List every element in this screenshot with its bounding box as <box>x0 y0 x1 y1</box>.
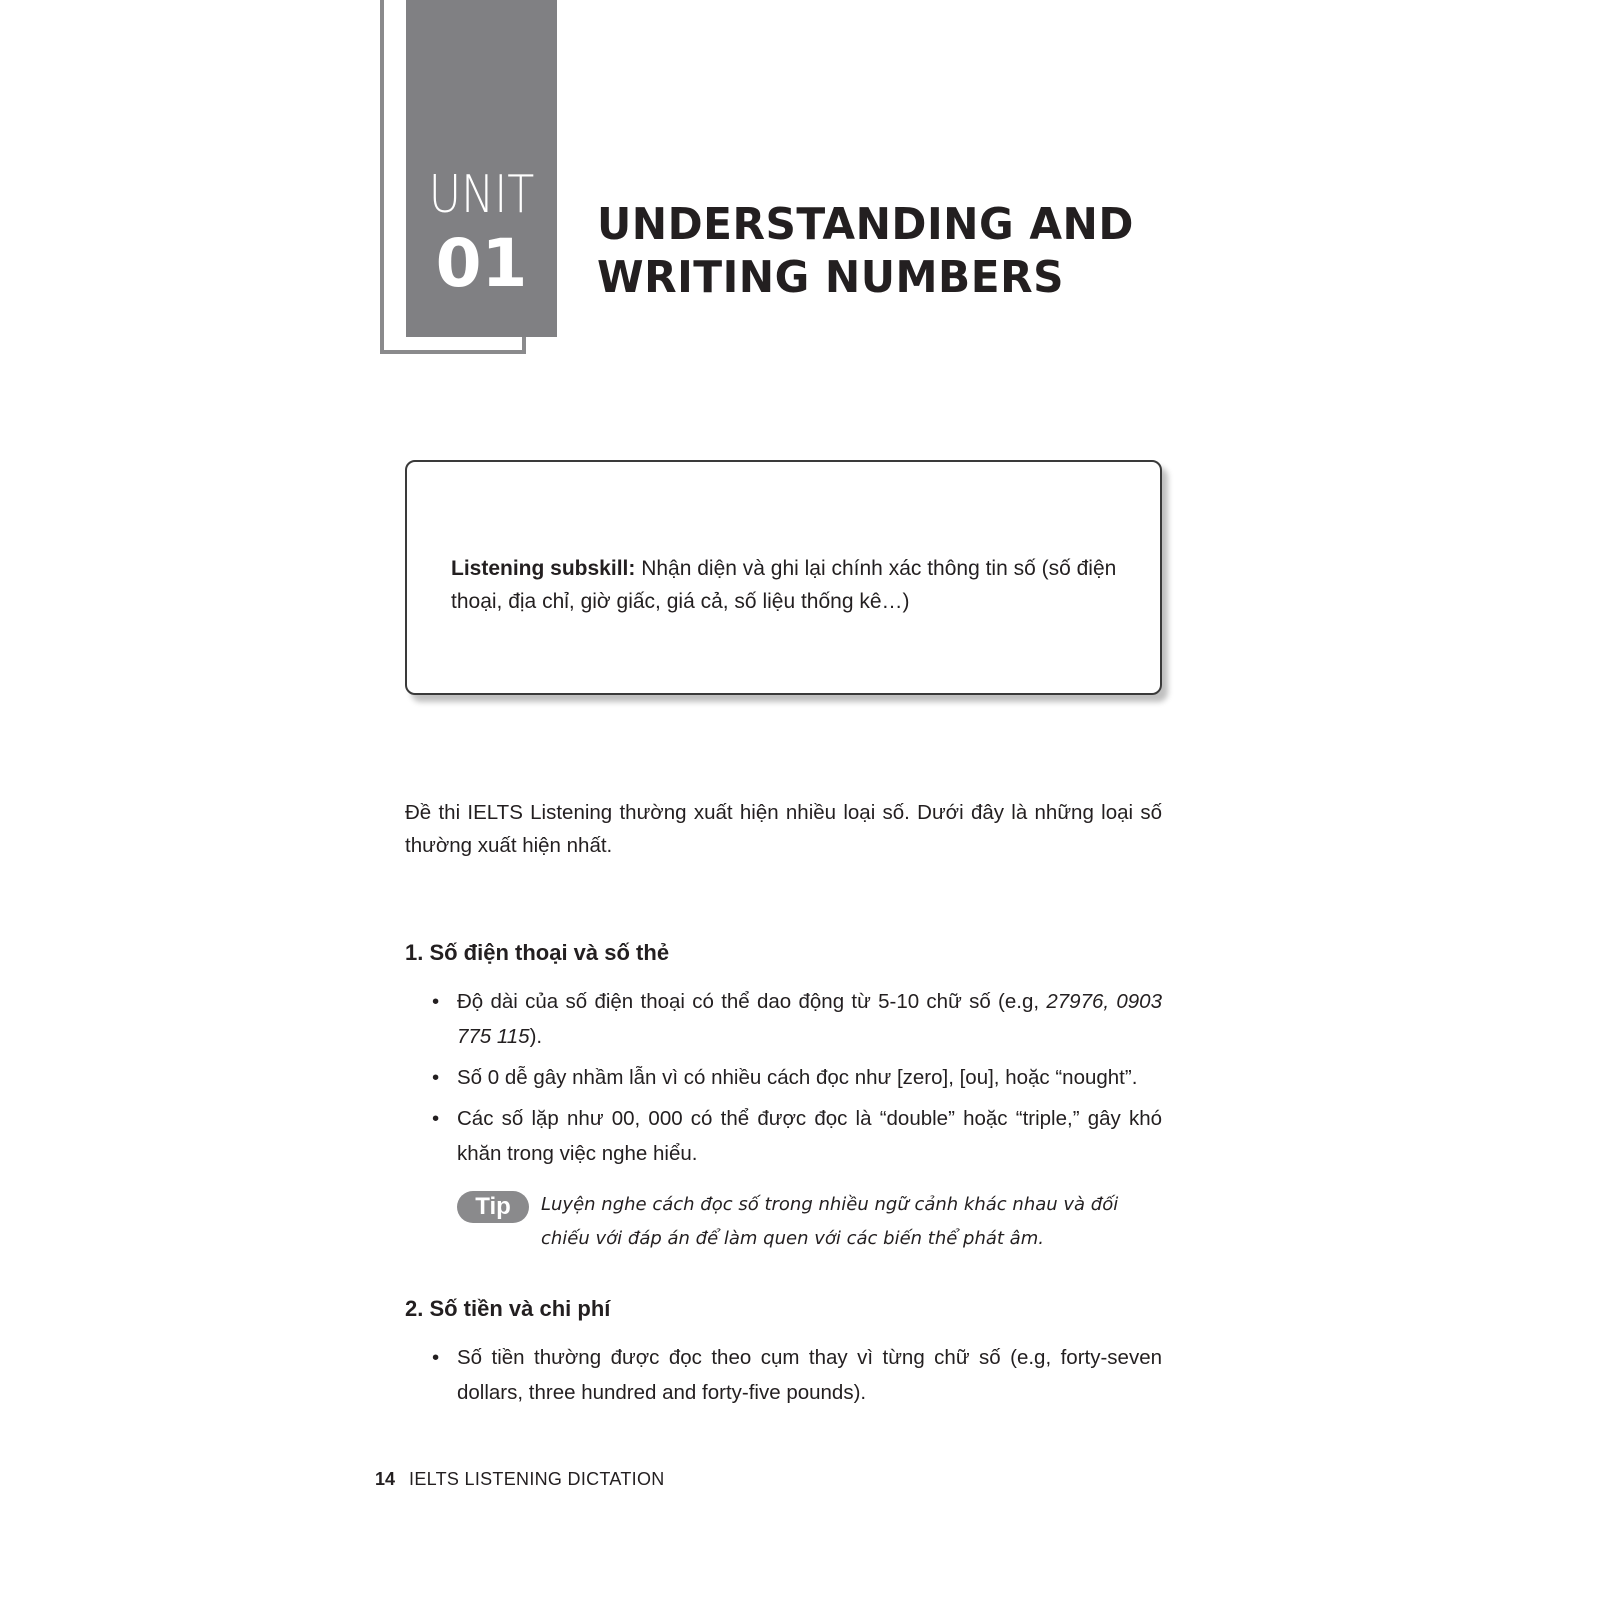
bullet-text: Độ dài của số điện thoại có thể dao động từ 5-10 chữ số (e.g, <box>457 990 1047 1013</box>
money-bullet-list <box>405 1340 1162 1416</box>
bullet-example: 27976, 0903 775 115 <box>457 990 1162 1048</box>
book-title: IELTS LISTENING DICTATION <box>409 1469 665 1489</box>
bullet-text: ). <box>529 1025 543 1048</box>
subskill-box <box>405 460 1162 695</box>
list-item: • Số tiền thường được đọc theo cụm thay vì từng chữ số (e.g, forty-seven dollars, three hundred and forty-five pounds). <box>405 1340 1162 1410</box>
tip-text: Luyện nghe cách đọc số trong nhiều ngữ cảnh khác nhau và đối chiếu với đáp án để làm quen với các biến thể phát âm. <box>541 1194 1119 1249</box>
subskill-text <box>451 552 1120 618</box>
unit-label: UNIT <box>428 165 535 225</box>
unit-badge <box>406 0 557 337</box>
chapter-title <box>597 198 1156 304</box>
unit-number: 01 <box>435 225 528 302</box>
chapter-title-line-2: WRITING NUMBERS <box>597 252 1064 303</box>
chapter-title-line-1: UNDERSTANDING AND <box>597 199 1134 250</box>
subskill-label: Listening subskill: <box>451 557 636 580</box>
section-heading-money: 2. Số tiền và chi phí <box>405 1296 611 1321</box>
page-footer <box>375 1469 665 1490</box>
page-number: 14 <box>375 1469 396 1489</box>
list-item <box>405 984 1162 1054</box>
list-item: • Số 0 dễ gây nhầm lẫn vì có nhiều cách đọc như [zero], [ou], hoặc “nought”. <box>405 1060 1162 1095</box>
intro-paragraph: Đề thi IELTS Listening thường xuất hiện nhiều loại số. Dưới đây là những loại số thường xuất hiện nhất. <box>405 801 1162 857</box>
tip-badge: Tip <box>457 1191 529 1223</box>
phone-bullet-list <box>405 984 1162 1177</box>
section-heading-phone: 1. Số điện thoại và số thẻ <box>405 940 670 965</box>
list-item: • Các số lặp như 00, 000 có thể được đọc là “double” hoặc “triple,” gây khó khăn trong việc nghe hiểu. <box>405 1101 1162 1171</box>
subskill-description: Nhận diện và ghi lại chính xác thông tin số (số điện thoại, địa chỉ, giờ giấc, giá cả, số liệu thống kê…) <box>451 557 1117 613</box>
